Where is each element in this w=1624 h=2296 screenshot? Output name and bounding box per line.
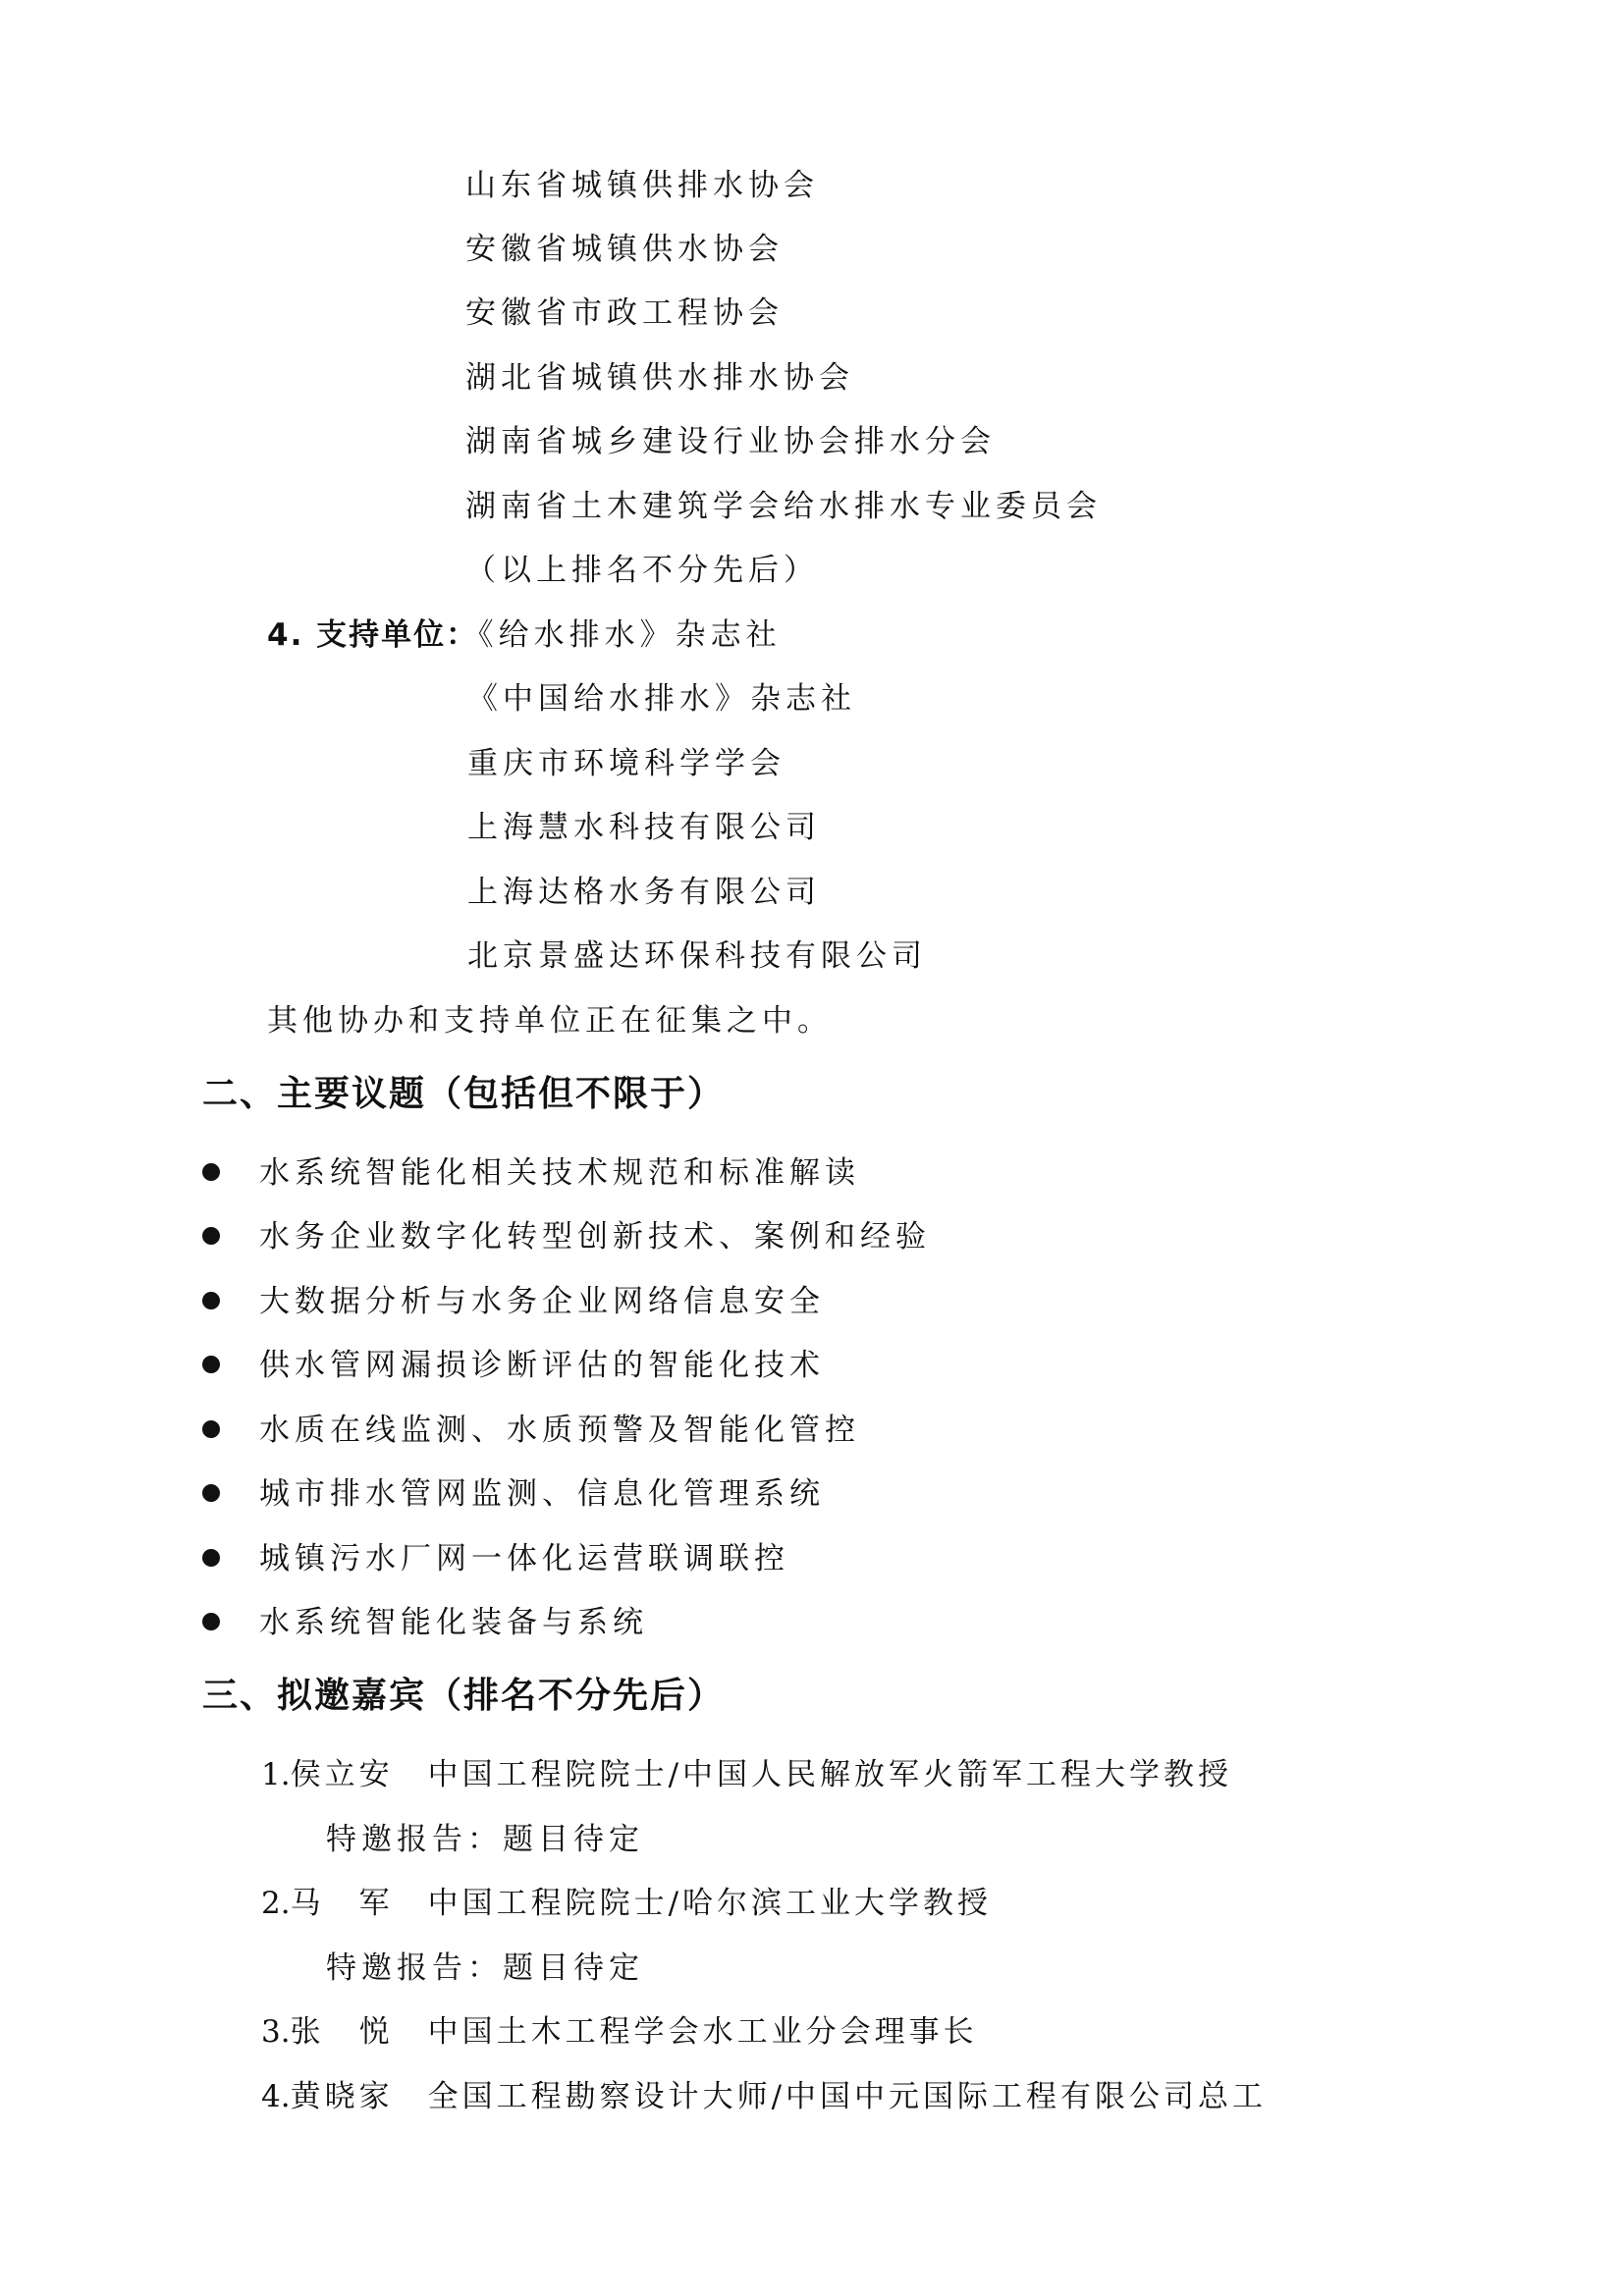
topic-item: 水系统智能化相关技术规范和标准解读 (202, 1151, 860, 1195)
bullet-icon (202, 1484, 220, 1502)
topic-item: 供水管网漏损诊断评估的智能化技术 (202, 1344, 825, 1387)
topic-item: 城市排水管网监测、信息化管理系统 (202, 1472, 825, 1516)
support-row (267, 614, 782, 657)
topic-item: 水质在线监测、水质预警及智能化管控 (202, 1409, 860, 1452)
support-item: 《给水排水》杂志社 (478, 617, 782, 653)
topic-item: 大数据分析与水务企业网络信息安全 (202, 1280, 825, 1323)
organizer-item: 湖南省土木建筑学会给水排水专业委员会 (465, 489, 1102, 524)
topic-item: 水务企业数字化转型创新技术、案例和经验 (202, 1215, 931, 1258)
guest-title: 中国工程院院士/中国人民解放军火箭军工程大学教授 (427, 1757, 1233, 1792)
guest-report: 特邀报告：题目待定 (326, 1822, 644, 1857)
organizer-item: 湖南省城乡建设行业协会排水分会 (465, 424, 996, 459)
support-item: 上海达格水务有限公司 (467, 875, 821, 910)
guest-item: 4.黄晓家 全国工程勘察设计大师/中国中元国际工程有限公司总工 (261, 2075, 1267, 2118)
guest-name: 侯立安 (290, 1757, 394, 1792)
guest-title: 全国工程勘察设计大师/中国中元国际工程有限公司总工 (427, 2079, 1268, 2114)
guest-report: 特邀报告：题目待定 (326, 1950, 644, 1986)
organizer-note: （以上排名不分先后） (465, 553, 819, 588)
bullet-icon (202, 1549, 220, 1567)
bullet-icon (202, 1420, 220, 1438)
guest-item: 3.张 悦 中国土木工程学会水工业分会理事长 (261, 2010, 978, 2054)
support-note: 其他协办和支持单位正在征集之中。 (267, 1003, 833, 1039)
topic-item: 水系统智能化装备与系统 (202, 1601, 648, 1644)
bullet-icon (202, 1292, 220, 1309)
guest-title: 中国土木工程学会水工业分会理事长 (427, 2014, 978, 2050)
support-item: 上海慧水科技有限公司 (467, 810, 821, 845)
organizer-item: 安徽省城镇供水协会 (465, 232, 784, 267)
support-item: 《中国给水排水》杂志社 (467, 681, 856, 717)
topics-heading: 二、主要议题（包括但不限于） (202, 1074, 726, 1114)
bullet-icon (202, 1613, 220, 1630)
bullet-icon (202, 1163, 220, 1181)
guest-title: 中国工程院院士/哈尔滨工业大学教授 (427, 1886, 993, 1921)
support-item: 重庆市环境科学学会 (467, 746, 785, 781)
organizer-item: 山东省城镇供排水协会 (465, 168, 819, 203)
guest-item: 2.马 军 中国工程院院士/哈尔滨工业大学教授 (261, 1882, 992, 1925)
organizer-item: 湖北省城镇供水排水协会 (465, 360, 854, 396)
guest-name: 张 悦 (290, 2014, 394, 2050)
guest-item: 1.侯立安 中国工程院院士/中国人民解放军火箭军工程大学教授 (261, 1753, 1232, 1796)
organizer-item: 安徽省市政工程协会 (465, 295, 784, 331)
support-item: 北京景盛达环保科技有限公司 (467, 938, 927, 974)
support-label: 4. 支持单位： (267, 617, 479, 653)
guest-name: 黄晓家 (290, 2079, 394, 2114)
bullet-icon (202, 1356, 220, 1373)
topic-item: 城镇污水厂网一体化运营联调联控 (202, 1537, 789, 1580)
guests-heading: 三、拟邀嘉宾（排名不分先后） (202, 1676, 726, 1716)
bullet-icon (202, 1227, 220, 1245)
guest-name: 马 军 (290, 1886, 394, 1921)
